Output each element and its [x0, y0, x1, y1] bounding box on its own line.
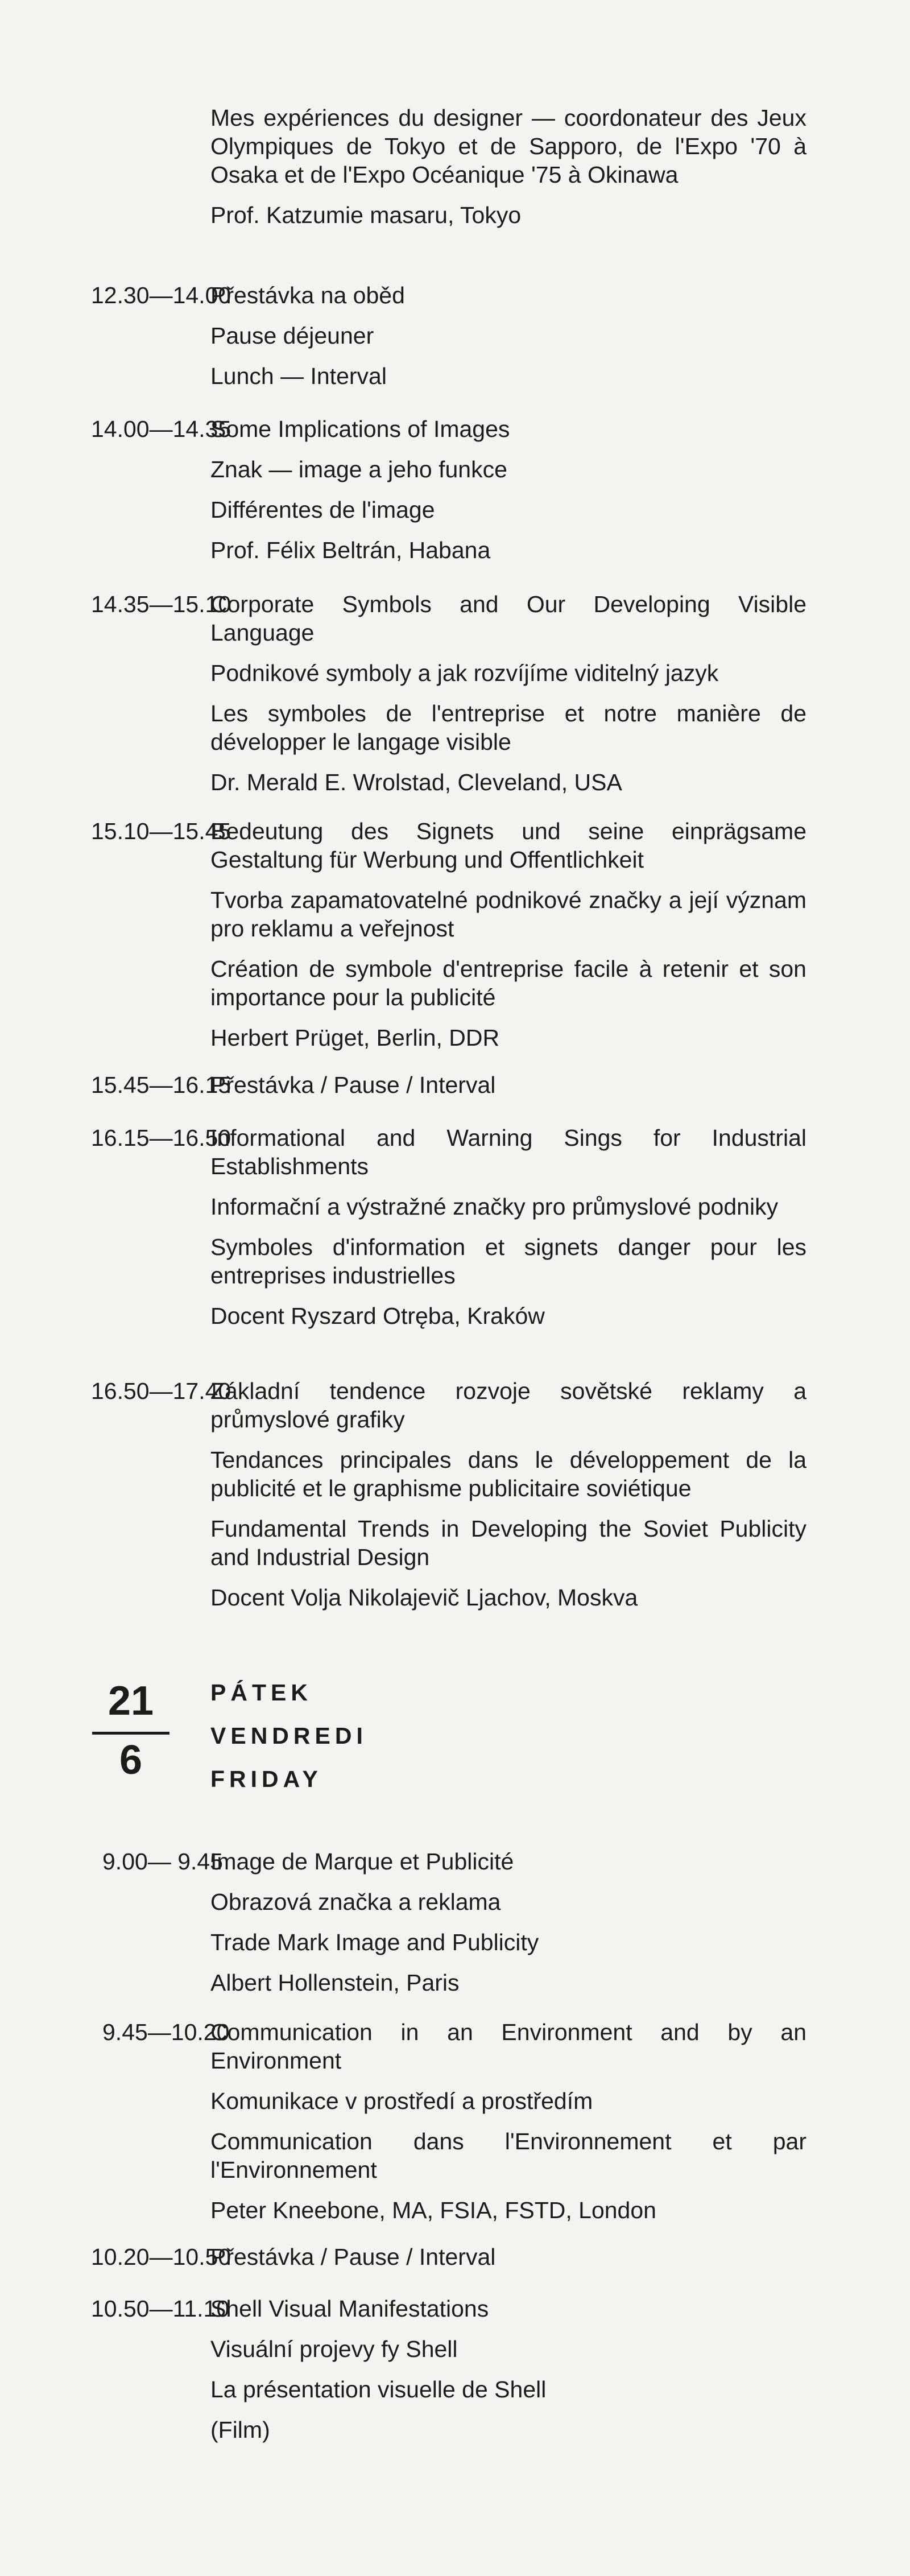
entry-line: Visuální projevy fy Shell — [210, 2336, 458, 2362]
date-block — [91, 1678, 774, 1803]
entry-line: Přestávka na oběd — [210, 282, 405, 308]
entry-line: Tvorba zapamatovatelné podnikové značky a její význam pro reklamu a veřejnost — [210, 887, 806, 942]
entry-line: Corporate Symbols and Our Developing Visible Language — [210, 591, 806, 646]
speaker: Docent Ryszard Otręba, Kraków — [210, 1303, 545, 1329]
entry-line: Image de Marque et Publicité — [210, 1848, 514, 1875]
entry-body — [210, 817, 806, 1064]
entry-line: Tendances principales dans le développement de la publicité et le graphisme publicitaire soviétique — [210, 1447, 806, 1501]
entry-body — [210, 2243, 806, 2283]
entry-line: Shell Visual Manifestations — [210, 2296, 489, 2322]
entry-line: Les symboles de l'entreprise et notre manière de développer le langage visible — [210, 700, 806, 755]
entry-line: Základní tendence rozvoje sovětské reklamy a průmyslové grafiky — [210, 1378, 806, 1433]
speaker: Prof. Félix Beltrán, Habana — [210, 537, 491, 563]
entry-line: Symboles d'information et signets danger pour les entreprises industrielles — [210, 1234, 806, 1289]
entry-line: Informational and Warning Sings for Industrial Establishments — [210, 1125, 806, 1179]
time-slot: 10.20—10.50 — [91, 2244, 231, 2270]
entry-line: Obrazová značka a reklama — [210, 1889, 501, 1915]
speaker: Herbert Prüget, Berlin, DDR — [210, 1025, 500, 1051]
entry-line: Pause déjeuner — [210, 323, 374, 349]
entry-body — [210, 1124, 806, 1342]
entry-body — [210, 1377, 806, 1624]
time-slot: 15.45—16.15 — [91, 1072, 231, 1098]
speaker: Prof. Katzumie masaru, Tokyo — [210, 202, 522, 228]
entry-line: (Film) — [210, 2417, 270, 2443]
entry-line: Informační a výstražné značky pro průmyslové podniky — [210, 1194, 779, 1220]
day-name-french: VENDREDI — [210, 1723, 367, 1749]
entry-line: Bedeutung des Signets und seine einprägsame Gestaltung für Werbung und Offentlichkeit — [210, 818, 806, 873]
time-slot: 16.50—17.40 — [91, 1378, 231, 1404]
entry-line: Fundamental Trends in Developing the Soviet Publicity and Industrial Design — [210, 1516, 806, 1570]
entry-line: Communication dans l'Environnement et par l'Environnement — [210, 2128, 806, 2183]
entry-body — [210, 590, 806, 808]
entry-body — [210, 2294, 806, 2456]
day-number: 21 — [107, 1678, 154, 1724]
speaker: Docent Volja Nikolajevič Ljachov, Moskva — [210, 1584, 638, 1611]
speaker: Peter Kneebone, MA, FSIA, FSTD, London — [210, 2197, 656, 2223]
entry-line: La présentation visuelle de Shell — [210, 2376, 547, 2402]
time-slot: 9.45—10.20 — [102, 2019, 230, 2045]
speaker: Albert Hollenstein, Paris — [210, 1970, 460, 1996]
speaker: Dr. Merald E. Wrolstad, Cleveland, USA — [210, 769, 622, 795]
month-number: 6 — [119, 1737, 143, 1783]
day-name-czech: PÁTEK — [210, 1679, 312, 1706]
time-slot: 10.50—11.10 — [91, 2296, 230, 2322]
time-slot: 14.35—15.10 — [91, 591, 231, 617]
time-slot: 12.30—14.00 — [91, 282, 231, 308]
entry-line: Znak — image a jeho funkce — [210, 456, 507, 482]
entry-line: Trade Mark Image and Publicity — [210, 1929, 539, 1955]
entry-line: Přestávka / Pause / Interval — [210, 1072, 496, 1098]
entry-body — [210, 1847, 806, 2009]
entry-line: Lunch — Interval — [210, 363, 387, 389]
entry-line: Přestávka / Pause / Interval — [210, 2244, 496, 2270]
intro-body — [210, 104, 806, 241]
day-name-english: FRIDAY — [210, 1766, 322, 1792]
entry-line: Différentes de l'image — [210, 497, 435, 523]
talk-title: Mes expériences du designer — coordonateur des Jeux Olympiques de Tokyo et de Sapporo, de l'Expo '70 à Osaka et de l'Expo Océanique '75 à Okinawa — [210, 105, 806, 188]
entry-body — [210, 415, 806, 576]
entry-line: Podnikové symboly a jak rozvíjíme viditelný jazyk — [210, 660, 719, 686]
entry-line: Communication in an Environment and by an Environment — [210, 2019, 806, 2074]
time-slot: 9.00— 9.45 — [102, 1848, 223, 1875]
time-slot: 15.10—15.45 — [91, 818, 231, 844]
entry-line: Komunikace v prostředí a prostředím — [210, 2088, 593, 2114]
time-slot: 14.00—14.35 — [91, 416, 231, 442]
entry-body — [210, 1071, 806, 1111]
entry-line: Some Implications of Images — [210, 416, 510, 442]
entry-body — [210, 281, 806, 402]
entry-line: Création de symbole d'entreprise facile à retenir et son importance pour la publicité — [210, 956, 806, 1010]
time-slot: 16.15—16.50 — [91, 1125, 231, 1151]
entry-body — [210, 2018, 806, 2236]
date-divider — [92, 1732, 169, 1735]
